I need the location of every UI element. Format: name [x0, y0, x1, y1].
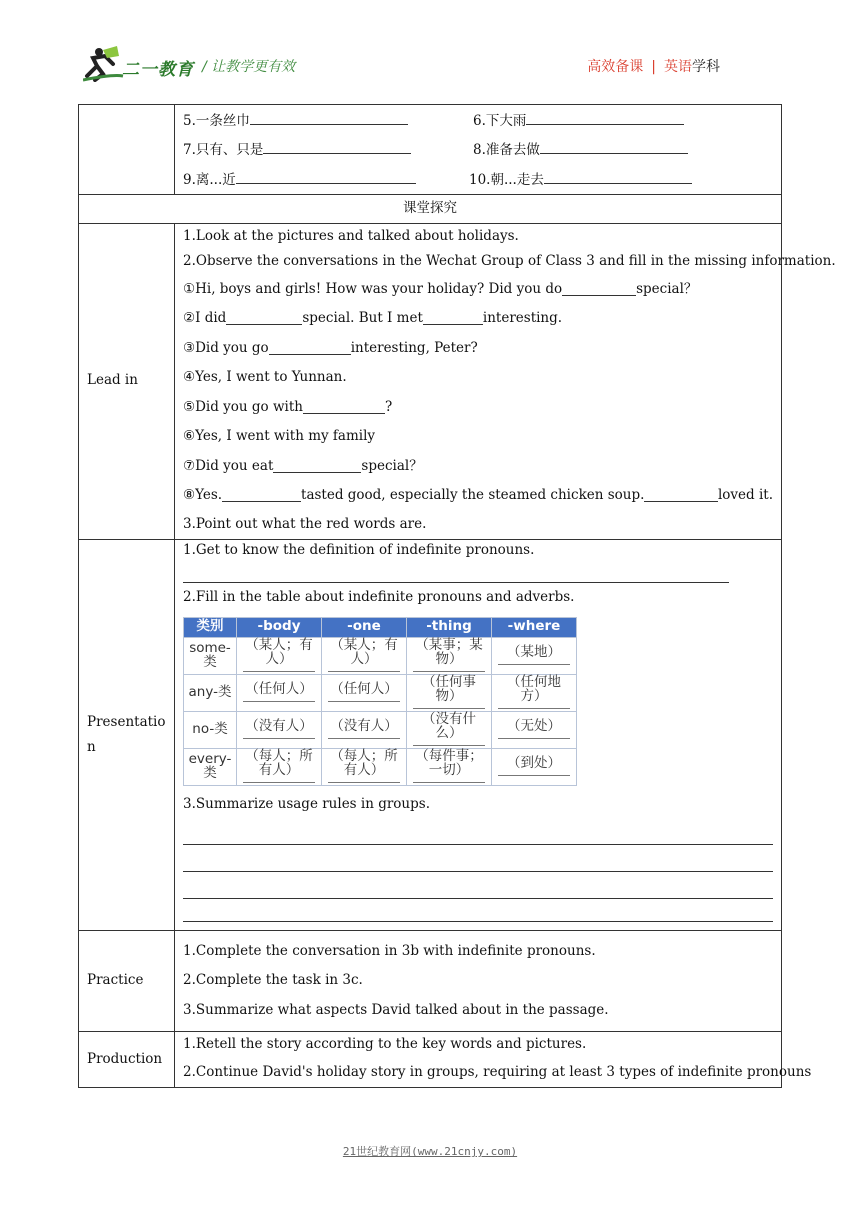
- answer-blank[interactable]: [303, 401, 385, 414]
- vocab-label-cell: [79, 105, 175, 195]
- practice-line: 2.Complete the task in 3c.: [183, 972, 363, 988]
- table-header: -one: [322, 617, 407, 637]
- vocab-row: [79, 105, 782, 195]
- cell-hint: （任何地方）: [498, 676, 570, 709]
- lead-in-row: [79, 223, 782, 539]
- dialogue-text: ⑧Yes.: [183, 487, 223, 503]
- vocab-item: 9.离...近: [183, 171, 236, 188]
- dialogue-text: special. But I met: [302, 310, 423, 326]
- table-cell[interactable]: [322, 637, 407, 674]
- vocab-item: 7.只有、只是: [183, 142, 264, 158]
- cell-hint: （任何人）: [243, 683, 315, 703]
- lead-in-line: 2.Observe the conversations in the Wechat Group of Class 3 and fill in the missing information.: [183, 253, 836, 270]
- table-cell[interactable]: [407, 711, 492, 748]
- cell-hint: （任何人）: [328, 683, 400, 703]
- practice-content: [175, 930, 782, 1032]
- answer-blank[interactable]: [423, 312, 483, 325]
- vocab-item: 8.准备去做: [473, 142, 540, 158]
- table-cell[interactable]: [322, 674, 407, 711]
- presentation-row: [79, 539, 782, 930]
- practice-line: 3.Summarize what aspects David talked about in the passage.: [183, 1001, 609, 1018]
- cell-hint: （某人；有人）: [243, 639, 315, 672]
- table-cell[interactable]: [492, 674, 577, 711]
- practice-line: 1.Complete the conversation in 3b with indefinite pronouns.: [183, 942, 596, 959]
- table-header: 类别: [184, 617, 237, 637]
- table-cell[interactable]: [492, 711, 577, 748]
- cell-hint: （没有人）: [328, 720, 400, 740]
- answer-blank[interactable]: [273, 460, 361, 473]
- presentation-content: [175, 539, 782, 930]
- presentation-label-part: Presentatio: [87, 714, 166, 731]
- cell-hint: （无处）: [498, 720, 570, 740]
- answer-line[interactable]: [183, 899, 773, 922]
- cell-hint: （到处）: [498, 757, 570, 777]
- answer-blank[interactable]: [562, 283, 636, 296]
- production-content: [175, 1032, 812, 1088]
- vocab-item: 10.朝...走去: [469, 171, 544, 188]
- answer-blank[interactable]: [226, 312, 302, 325]
- table-row: [184, 637, 577, 674]
- lead-in-line: 3.Point out what the red words are.: [183, 515, 427, 532]
- answer-blank[interactable]: [269, 342, 351, 355]
- row-label: some-类: [184, 637, 237, 674]
- lead-in-content: [175, 223, 836, 539]
- cell-hint: （没有人）: [243, 720, 315, 740]
- table-cell[interactable]: [407, 674, 492, 711]
- cell-hint: （每件事；一切）: [413, 750, 485, 783]
- dialogue-text: ④Yes, I went to Yunnan.: [183, 369, 347, 385]
- vocab-line: [183, 135, 773, 165]
- answer-line[interactable]: [183, 872, 773, 899]
- table-cell[interactable]: [237, 637, 322, 674]
- table-header: -body: [237, 617, 322, 637]
- dialogue-text: interesting.: [482, 310, 563, 326]
- dialogue-text: loved it.: [717, 487, 773, 503]
- cell-hint: （没有什么）: [413, 713, 485, 746]
- table-cell[interactable]: [237, 711, 322, 748]
- row-label: every-类: [184, 748, 237, 785]
- table-cell[interactable]: [492, 748, 577, 785]
- dialogue-text: interesting, Peter?: [350, 339, 478, 356]
- dialogue-text: ⑦Did you eat: [183, 457, 274, 474]
- table-cell[interactable]: [322, 711, 407, 748]
- production-line: 1.Retell the story according to the key words and pictures.: [183, 1036, 587, 1053]
- page-header: [0, 0, 860, 100]
- practice-label: Practice: [79, 930, 175, 1032]
- row-label: any-类: [184, 674, 237, 711]
- table-cell[interactable]: [322, 748, 407, 785]
- answer-blank[interactable]: [222, 489, 301, 502]
- presentation-label-part: n: [87, 738, 96, 755]
- dialogue-text: special？: [636, 280, 698, 297]
- answer-blank[interactable]: [263, 141, 411, 154]
- table-cell[interactable]: [492, 637, 577, 674]
- production-label: Production: [79, 1032, 175, 1088]
- presentation-line: 3.Summarize usage rules in groups.: [183, 795, 430, 812]
- lead-in-line: 1.Look at the pictures and talked about holidays.: [183, 227, 519, 244]
- vocab-item: 6.下大雨: [473, 112, 527, 129]
- vocab-line: [183, 105, 773, 135]
- practice-row: [79, 930, 782, 1032]
- answer-line[interactable]: [183, 562, 729, 583]
- dialogue-text: ?: [384, 398, 393, 415]
- answer-blank[interactable]: [250, 112, 408, 125]
- header-slogan: / 让教学更有效: [202, 59, 296, 75]
- row-label: no-类: [184, 711, 237, 748]
- footer-link[interactable]: 21世纪教育网(www.21cnjy.com): [342, 1145, 518, 1158]
- dialogue-text: ⑥Yes, I went with my family: [183, 428, 376, 444]
- answer-blank[interactable]: [644, 489, 718, 502]
- answer-line[interactable]: [183, 818, 773, 845]
- cell-hint: （每人；所有人）: [328, 750, 400, 783]
- answer-blank[interactable]: [526, 112, 684, 125]
- table-row: [184, 711, 577, 748]
- header-separator: |: [651, 59, 656, 75]
- table-row: [184, 674, 577, 711]
- presentation-line: 1.Get to know the definition of indefinite pronouns.: [183, 541, 535, 558]
- production-line: 2.Continue David's holiday story in groups, requiring at least 3 types of indefinite pronouns: [183, 1063, 812, 1080]
- table-header: -where: [492, 617, 577, 637]
- dialogue-text: ①Hi, boys and girls! How was your holiday? Did you do: [183, 280, 563, 297]
- table-cell[interactable]: [237, 674, 322, 711]
- pronoun-table-header: [184, 617, 577, 637]
- dialogue-text: ③Did you go: [183, 339, 269, 356]
- cell-hint: （每人；所有人）: [243, 750, 315, 783]
- subject-name: 英语: [664, 59, 692, 75]
- production-row: [79, 1032, 782, 1088]
- vocab-content: [175, 105, 782, 195]
- vocab-item: 5.一条丝巾: [183, 112, 250, 129]
- cell-hint: （某地）: [498, 646, 570, 666]
- cell-hint: （任何事物）: [413, 676, 485, 709]
- subject-suffix: 学科: [692, 59, 720, 75]
- cell-hint: （某事；某物）: [413, 639, 485, 672]
- answer-blank[interactable]: [540, 141, 688, 154]
- dialogue-text: ②I did: [183, 310, 227, 326]
- table-header: -thing: [407, 617, 492, 637]
- logo-text: 二一教育: [122, 60, 194, 80]
- presentation-line: 2.Fill in the table about indefinite pronouns and adverbs.: [183, 588, 575, 605]
- table-cell[interactable]: [237, 748, 322, 785]
- dialogue-text: tasted good, especially the steamed chicken soup.: [301, 487, 645, 503]
- header-label: 高效备课: [587, 59, 644, 75]
- header-subject: [587, 56, 720, 76]
- cell-hint: （某人；有人）: [328, 639, 400, 672]
- vocab-line: [183, 164, 773, 194]
- lesson-table: [78, 104, 836, 1088]
- section-title: 课堂探究: [79, 194, 782, 223]
- presentation-label: [79, 539, 175, 930]
- dialogue-text: special？: [361, 457, 423, 474]
- answer-line[interactable]: [183, 845, 773, 872]
- answer-blank[interactable]: [236, 171, 416, 184]
- table-cell[interactable]: [407, 637, 492, 674]
- pronoun-table: [183, 617, 577, 786]
- lead-in-label: Lead in: [79, 223, 175, 539]
- section-row: [79, 194, 782, 223]
- table-row: [184, 748, 577, 785]
- table-cell[interactable]: [407, 748, 492, 785]
- dialogue-text: ⑤Did you go with: [183, 398, 303, 415]
- answer-blank[interactable]: [544, 171, 692, 184]
